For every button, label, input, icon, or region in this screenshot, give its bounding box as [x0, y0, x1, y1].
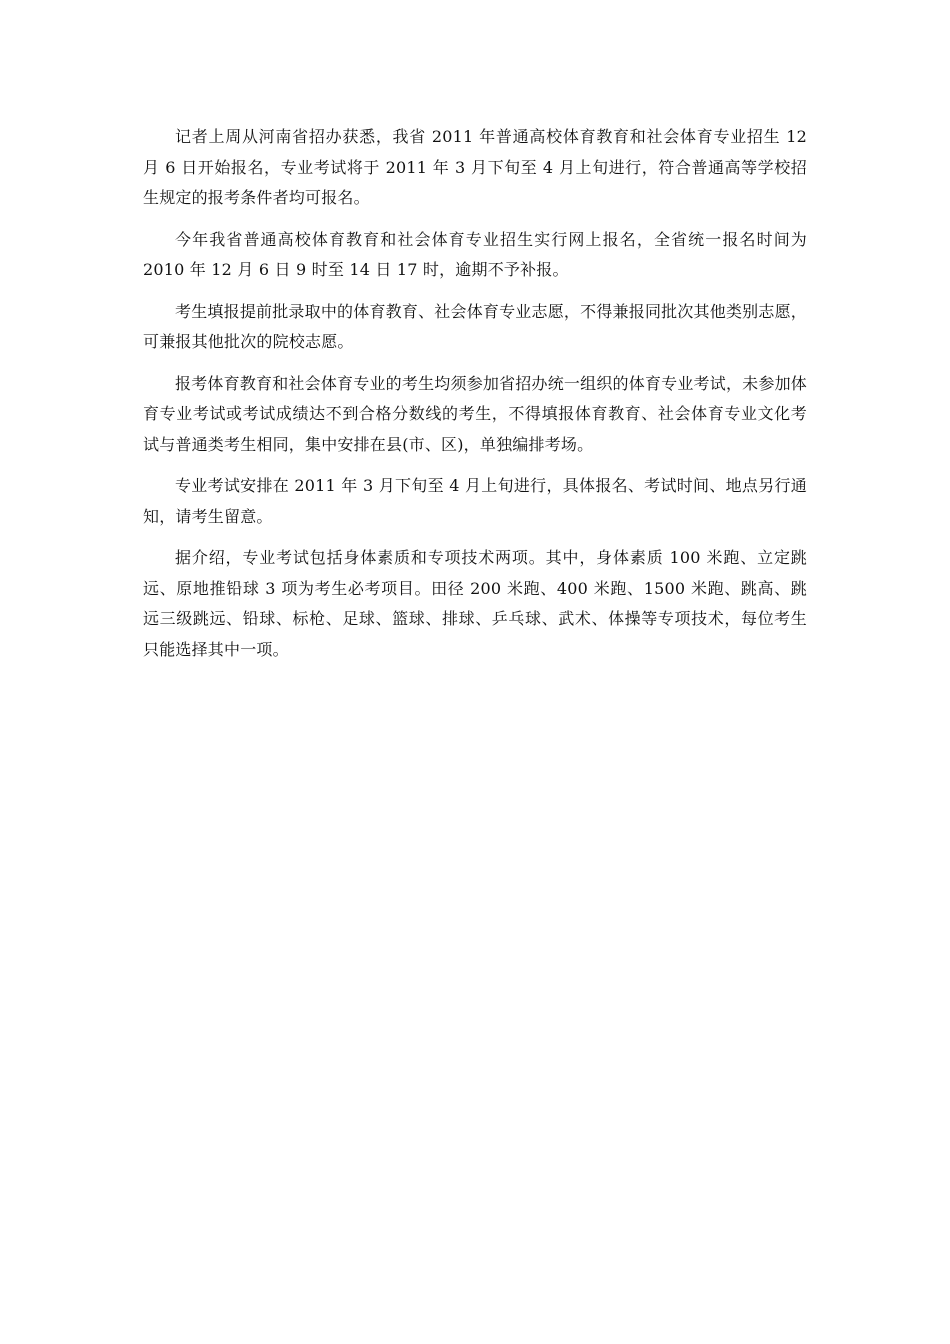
paragraph-online-registration: 今年我省普通高校体育教育和社会体育专业招生实行网上报名，全省统一报名时间为 2010 年 12 月 6 日 9 时至 14 日 17 时，逾期不予补报。	[143, 229, 807, 279]
paragraph-exam-schedule: 专业考试安排在 2011 年 3 月下旬至 4 月上旬进行，具体报名、考试时间、地点另行通知，请考生留意。	[143, 476, 807, 526]
paragraph-registration-announcement: 记者上周从河南省招办获悉，我省 2011 年普通高校体育教育和社会体育专业招生 12 月 6 日开始报名，专业考试将于 2011 年 3 月下旬至 4 月上旬进行，符合普通高等学校招生规定的报考条件者均可报名。	[143, 127, 807, 207]
paragraph-exam-items: 据介绍，专业考试包括身体素质和专项技术两项。其中，身体素质 100 米跑、立定跳远、原地推铅球 3 项为考生必考项目。田径 200 米跑、400 米跑、1500 米跑、跳高、跳远三级跳远、铅球、标枪、足球、篮球、排球、乒乓球、武术、体操等专项技术，每位考生只能选择其中一项。	[143, 548, 807, 659]
document-body	[143, 122, 807, 676]
paragraph-application-choices: 考生填报提前批录取中的体育教育、社会体育专业志愿，不得兼报同批次其他类别志愿，可兼报其他批次的院校志愿。	[143, 301, 807, 351]
paragraph-exam-requirement: 报考体育教育和社会体育专业的考生均须参加省招办统一组织的体育专业考试，未参加体育专业考试或考试成绩达不到合格分数线的考生，不得填报体育教育、社会体育专业文化考试与普通类考生相同，集中安排在县(市、区)，单独编排考场。	[143, 373, 807, 454]
